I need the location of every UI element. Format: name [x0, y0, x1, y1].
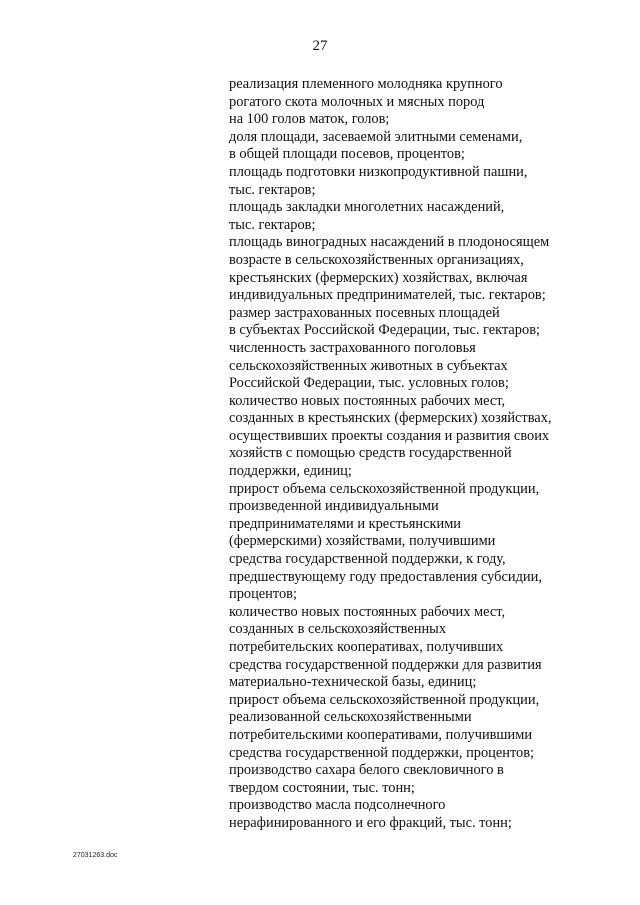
text-line: процентов;	[229, 586, 297, 603]
text-line: возрасте в сельскохозяйственных организациях,	[229, 251, 524, 268]
text-line: рогатого скота молочных и мясных пород	[229, 93, 485, 110]
text-line: реализация племенного молодняка крупного	[229, 76, 503, 92]
text-line: созданных в сельскохозяйственных	[229, 621, 447, 638]
text-line: прирост объема сельскохозяйственной продукции,	[229, 480, 540, 497]
text-line: на 100 голов маток, голов;	[229, 111, 390, 128]
text-line: численность застрахованного поголовья	[229, 339, 476, 356]
text-line: площадь закладки многолетних насаждений,	[229, 199, 505, 216]
indicator-text-block	[229, 76, 634, 833]
text-line: доля площади, засеваемой элитными семенами,	[229, 128, 523, 145]
text-line: тыс. гектаров;	[229, 181, 316, 198]
text-line: количество новых постоянных рабочих мест,	[229, 392, 506, 409]
text-line: сельскохозяйственных животных в субъектах	[229, 357, 508, 374]
text-line: (фермерскими) хозяйствами, получившими	[229, 533, 496, 550]
page-number: 27	[312, 38, 328, 54]
text-line: созданных в крестьянских (фермерских) хозяйствах,	[229, 410, 552, 427]
text-line: потребительских кооперативах, получивших	[229, 639, 504, 655]
text-line: размер застрахованных посевных площадей	[229, 304, 500, 321]
text-line: в общей площади посевов, процентов;	[229, 146, 465, 163]
text-line: осуществивших проекты создания и развития своих	[229, 427, 550, 444]
text-line: поддержки, единиц;	[229, 463, 352, 480]
text-line: предшествующему году предоставления субсидии,	[229, 568, 542, 585]
text-line: произведенной индивидуальными	[229, 498, 439, 515]
text-line: в субъектах Российской Федерации, тыс. гектаров;	[229, 322, 540, 339]
text-line: потребительскими кооперативами, получившими	[229, 726, 533, 743]
text-line: средства государственной поддержки, к году,	[229, 551, 506, 568]
text-line: индивидуальных предпринимателей, тыс. гектаров;	[229, 287, 546, 304]
text-line: реализованной сельскохозяйственными	[229, 709, 472, 726]
text-line: производство сахара белого свекловичного в	[229, 762, 504, 779]
text-line: прирост объема сельскохозяйственной продукции,	[229, 691, 540, 708]
text-line: средства государственной поддержки, процентов;	[229, 744, 535, 761]
text-line: производство масла подсолнечного	[229, 797, 446, 814]
text-line: количество новых постоянных рабочих мест,	[229, 603, 506, 620]
text-line: материально-технической базы, единиц;	[229, 674, 477, 691]
text-line: тыс. гектаров;	[229, 216, 316, 233]
text-line: нерафинированного и его фракций, тыс. тонн;	[229, 814, 512, 831]
text-line: Российской Федерации, тыс. условных голов;	[229, 375, 509, 392]
document-file-code: 27031263.doc	[73, 852, 118, 859]
text-line: предпринимателями и крестьянскими	[229, 515, 461, 532]
text-line: средства государственной поддержки для развития	[229, 656, 542, 673]
text-line: площадь подготовки низкопродуктивной пашни,	[229, 163, 528, 180]
text-line: хозяйств с помощью средств государственной	[229, 445, 512, 462]
text-line: площадь виноградных насаждений в плодоносящем	[229, 234, 550, 251]
text-line: крестьянских (фермерских) хозяйствах, включая	[229, 269, 528, 286]
text-line: твердом состоянии, тыс. тонн;	[229, 779, 415, 796]
